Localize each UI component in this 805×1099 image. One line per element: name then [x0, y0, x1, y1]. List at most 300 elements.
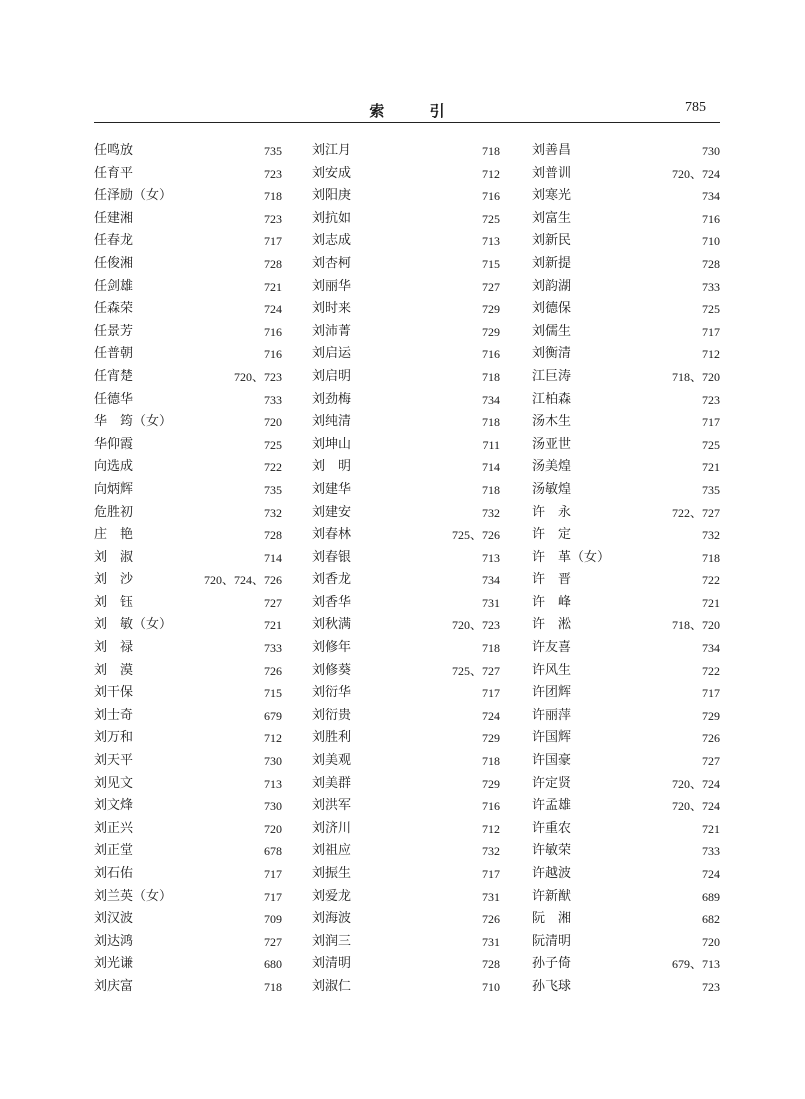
entry-name: 刘新民	[532, 233, 572, 249]
entry-pages: 709	[264, 912, 282, 927]
index-entry	[532, 479, 720, 502]
index-entry	[312, 705, 500, 728]
entry-name: 刘普训	[532, 165, 572, 181]
entry-name: 刘修年	[312, 640, 352, 656]
entry-pages: 710	[702, 234, 720, 249]
index-entry	[312, 456, 500, 479]
index-entry	[94, 976, 282, 999]
entry-name: 许风生	[532, 662, 572, 678]
entry-name: 刘胜利	[312, 730, 352, 746]
index-entry	[532, 253, 720, 276]
index-entry	[312, 389, 500, 412]
index-entry	[312, 773, 500, 796]
entry-name: 刘淑仁	[312, 978, 352, 994]
entry-pages: 718	[482, 641, 500, 656]
entry-name: 刘沛菁	[312, 323, 352, 339]
entry-name: 华 筠（女）	[94, 414, 173, 430]
entry-pages: 722	[702, 663, 720, 678]
index-entry	[312, 863, 500, 886]
entry-name: 孙子倚	[532, 956, 572, 972]
entry-name: 许 峰	[532, 594, 572, 610]
entry-pages: 717	[702, 415, 720, 430]
entry-name: 刘丽华	[312, 278, 352, 294]
index-entry	[532, 908, 720, 931]
entry-pages: 718	[482, 754, 500, 769]
index-entry	[94, 366, 282, 389]
entry-pages: 722	[702, 573, 720, 588]
entry-name: 许 革（女）	[532, 549, 611, 565]
entry-name: 刘纯清	[312, 414, 352, 430]
entry-name: 江柏森	[532, 391, 572, 407]
index-entry	[312, 524, 500, 547]
index-entry	[532, 276, 720, 299]
index-entry	[94, 614, 282, 637]
entry-pages: 733	[264, 392, 282, 407]
entry-pages: 718	[702, 550, 720, 565]
entry-pages: 725	[702, 437, 720, 452]
entry-name: 危胜初	[94, 504, 134, 520]
entry-pages: 726	[264, 663, 282, 678]
entry-pages: 728	[482, 957, 500, 972]
index-entry	[94, 863, 282, 886]
entry-pages: 680	[264, 957, 282, 972]
entry-name: 汤木生	[532, 414, 572, 430]
index-entry	[312, 298, 500, 321]
entry-pages: 724	[702, 867, 720, 881]
index-column-1	[94, 140, 282, 999]
entry-name: 刘清明	[312, 956, 352, 972]
entry-pages: 720	[264, 821, 282, 836]
entry-pages: 734	[702, 641, 720, 656]
entry-pages: 722	[264, 460, 282, 475]
entry-name: 刘 淑	[94, 549, 134, 565]
entry-name: 许重农	[532, 820, 572, 836]
index-entry	[312, 976, 500, 999]
index-entry	[94, 795, 282, 818]
index-entry	[94, 230, 282, 253]
index-entry	[532, 456, 720, 479]
entry-name: 任宵楚	[94, 368, 134, 384]
entry-pages: 720、723	[451, 618, 500, 633]
index-entry	[312, 840, 500, 863]
index-entry	[532, 773, 720, 796]
index-entry	[94, 840, 282, 863]
index-entry	[532, 343, 720, 366]
entry-name: 刘儒生	[532, 323, 572, 339]
index-entry	[532, 637, 720, 660]
header-rule	[94, 122, 720, 123]
entry-pages: 734	[482, 392, 500, 407]
index-entry	[532, 750, 720, 773]
index-entry	[532, 298, 720, 321]
index-entry	[532, 976, 720, 999]
entry-pages: 717	[482, 686, 500, 701]
index-entry	[532, 705, 720, 728]
entry-name: 刘 漠	[94, 662, 134, 678]
index-column-3	[532, 140, 720, 999]
entry-name: 刘美观	[312, 753, 352, 769]
index-entry	[94, 637, 282, 660]
entry-pages: 682	[702, 912, 720, 927]
entry-pages: 732	[482, 844, 500, 859]
index-entry	[312, 547, 500, 570]
entry-name: 华仰霞	[94, 436, 134, 452]
index-entry	[532, 886, 720, 909]
index-entry	[312, 411, 500, 434]
index-entry	[312, 253, 500, 276]
index-entry	[312, 434, 500, 457]
entry-pages: 732	[482, 505, 500, 520]
entry-name: 刘阳庚	[312, 188, 352, 204]
entry-name: 刘正兴	[94, 820, 134, 836]
index-entry	[532, 366, 720, 389]
entry-pages: 729	[482, 302, 500, 317]
entry-pages: 720、724	[671, 799, 720, 814]
entry-name: 刘万和	[94, 730, 134, 746]
entry-pages: 679	[264, 708, 282, 723]
index-entry	[532, 727, 720, 750]
entry-name: 刘海波	[312, 911, 352, 927]
index-entry	[94, 185, 282, 208]
index-entry	[532, 140, 720, 163]
index-entry	[312, 366, 500, 389]
entry-name: 江巨涛	[532, 368, 572, 384]
index-entry	[532, 840, 720, 863]
index-entry	[94, 479, 282, 502]
index-entry	[532, 389, 720, 412]
index-entry	[312, 140, 500, 163]
index-entry	[312, 208, 500, 231]
index-entry	[94, 253, 282, 276]
page-title: 索 引	[369, 102, 465, 120]
entry-pages: 718	[482, 482, 500, 497]
entry-name: 任春龙	[94, 233, 134, 249]
entry-pages: 720、723	[233, 369, 282, 384]
entry-name: 刘振生	[312, 866, 352, 881]
index-entry	[94, 163, 282, 186]
entry-pages: 726	[702, 731, 720, 746]
index-entry	[532, 660, 720, 683]
entry-name: 刘衍贵	[312, 707, 352, 723]
entry-name: 许孟雄	[532, 798, 572, 814]
entry-pages: 713	[264, 776, 282, 791]
entry-pages: 730	[264, 799, 282, 814]
entry-pages: 725	[264, 437, 282, 452]
entry-name: 任景芳	[94, 323, 134, 339]
entry-pages: 716	[482, 799, 500, 814]
index-entry	[312, 163, 500, 186]
entry-name: 刘 钰	[94, 594, 134, 610]
entry-name: 刘劲梅	[312, 391, 352, 407]
entry-pages: 723	[264, 166, 282, 181]
entry-name: 刘祖应	[312, 843, 352, 859]
index-entry	[94, 886, 282, 909]
entry-name: 刘德保	[532, 301, 572, 317]
index-entry	[312, 569, 500, 592]
entry-name: 刘香龙	[312, 572, 352, 588]
entry-pages: 723	[264, 211, 282, 226]
entry-name: 许 永	[532, 504, 572, 520]
index-entry	[94, 727, 282, 750]
entry-name: 刘时来	[312, 301, 352, 317]
entry-name: 刘志成	[312, 233, 352, 249]
page-number: 785	[685, 100, 706, 115]
entry-name: 汤敏煌	[532, 481, 572, 497]
entry-name: 刘 禄	[94, 640, 134, 656]
index-entry	[532, 524, 720, 547]
entry-pages: 734	[702, 189, 720, 204]
entry-name: 刘建安	[312, 504, 352, 520]
index-entry	[94, 298, 282, 321]
index-entry	[94, 547, 282, 570]
entry-pages: 733	[702, 279, 720, 294]
entry-pages: 729	[482, 731, 500, 746]
index-entry	[94, 908, 282, 931]
index-entry	[312, 185, 500, 208]
entry-pages: 712	[264, 731, 282, 746]
entry-pages: 729	[482, 776, 500, 791]
entry-pages: 712	[482, 821, 500, 836]
entry-pages: 721	[264, 618, 282, 633]
entry-pages: 714	[482, 460, 500, 475]
index-entry	[532, 863, 720, 886]
index-entry	[94, 389, 282, 412]
entry-pages: 713	[482, 234, 500, 249]
entry-pages: 723	[702, 392, 720, 407]
entry-pages: 678	[264, 844, 282, 859]
index-entry	[532, 411, 720, 434]
index-entry	[94, 434, 282, 457]
index-entry	[532, 931, 720, 954]
entry-name: 刘爱龙	[312, 888, 352, 904]
entry-name: 刘春银	[312, 549, 352, 565]
index-entry	[94, 343, 282, 366]
entry-pages: 731	[482, 595, 500, 610]
index-entry	[312, 682, 500, 705]
entry-name: 许 晋	[532, 572, 572, 588]
entry-name: 刘正堂	[94, 843, 134, 859]
entry-pages: 726	[482, 912, 500, 927]
entry-pages: 713	[482, 550, 500, 565]
entry-name: 任剑雄	[94, 278, 134, 294]
index-entry	[94, 140, 282, 163]
entry-name: 许国辉	[532, 730, 572, 746]
entry-pages: 728	[702, 256, 720, 271]
index-entry	[532, 185, 720, 208]
entry-pages: 729	[482, 324, 500, 339]
entry-name: 任德华	[94, 391, 134, 407]
index-entry	[94, 411, 282, 434]
entry-name: 刘香华	[312, 594, 352, 610]
index-entry	[312, 614, 500, 637]
entry-name: 刘安成	[312, 165, 352, 181]
index-entry	[312, 931, 500, 954]
entry-name: 刘衡清	[532, 346, 572, 362]
entry-name: 刘富生	[532, 210, 572, 226]
entry-pages: 727	[264, 934, 282, 949]
index-entry	[94, 321, 282, 344]
index-entry	[94, 750, 282, 773]
entry-name: 许 定	[532, 527, 572, 543]
index-entry	[532, 953, 720, 976]
index-entry	[532, 818, 720, 841]
index-entry	[312, 321, 500, 344]
entry-name: 刘干保	[94, 685, 134, 701]
entry-name: 庄 艳	[94, 527, 134, 543]
entry-pages: 720	[264, 415, 282, 430]
entry-pages: 733	[264, 641, 282, 656]
entry-pages: 718、720	[671, 618, 720, 633]
entry-pages: 727	[482, 279, 500, 294]
index-entry	[532, 569, 720, 592]
entry-name: 任俊湘	[94, 255, 134, 271]
entry-name: 许越波	[532, 866, 572, 881]
entry-pages: 728	[264, 256, 282, 271]
entry-pages: 717	[702, 324, 720, 339]
entry-pages: 716	[702, 211, 720, 226]
index-entry	[94, 592, 282, 615]
entry-pages: 734	[482, 573, 500, 588]
entry-pages: 716	[264, 324, 282, 339]
entry-pages: 728	[264, 528, 282, 543]
entry-pages: 717	[702, 686, 720, 701]
index-entry	[532, 682, 720, 705]
entry-name: 刘 敏（女）	[94, 617, 173, 633]
entry-name: 刘新提	[532, 255, 572, 271]
entry-pages: 716	[264, 347, 282, 362]
entry-name: 刘士奇	[94, 707, 134, 723]
index-entry	[94, 208, 282, 231]
entry-name: 汤美煌	[532, 459, 572, 475]
entry-pages: 721	[702, 460, 720, 475]
index-entry	[532, 230, 720, 253]
index-entry	[532, 163, 720, 186]
entry-pages: 712	[482, 166, 500, 181]
entry-name: 许团辉	[532, 685, 572, 701]
entry-name: 任泽励（女）	[94, 188, 173, 204]
entry-pages: 720、724	[671, 776, 720, 791]
entry-name: 刘春林	[312, 527, 352, 543]
index-entry	[312, 502, 500, 525]
entry-name: 刘润三	[312, 933, 352, 949]
index-entry	[532, 321, 720, 344]
entry-name: 孙飞球	[532, 978, 572, 994]
entry-pages: 710	[482, 979, 500, 994]
entry-name: 许国豪	[532, 753, 572, 769]
entry-pages: 729	[702, 708, 720, 723]
entry-pages: 721	[702, 821, 720, 836]
index-entry	[532, 795, 720, 818]
index-entry	[94, 660, 282, 683]
index-entry	[312, 479, 500, 502]
entry-name: 刘启明	[312, 368, 352, 384]
entry-name: 刘抗如	[312, 210, 352, 226]
entry-pages: 716	[482, 347, 500, 362]
index-entry	[312, 276, 500, 299]
entry-name: 刘衍华	[312, 685, 352, 701]
index-entry	[532, 614, 720, 637]
entry-pages: 718	[482, 415, 500, 430]
entry-pages: 735	[264, 144, 282, 158]
page-header	[94, 96, 720, 126]
entry-pages: 720	[702, 934, 720, 949]
entry-name: 阮 湘	[532, 911, 572, 927]
entry-pages: 735	[702, 482, 720, 497]
entry-pages: 731	[482, 934, 500, 949]
entry-pages: 724	[264, 302, 282, 317]
index-entry	[312, 592, 500, 615]
entry-name: 许丽萍	[532, 707, 572, 723]
index-entry	[532, 208, 720, 231]
entry-name: 刘石佑	[94, 866, 134, 881]
index-entry	[94, 569, 282, 592]
index-entry	[312, 953, 500, 976]
entry-name: 刘修葵	[312, 662, 352, 678]
entry-name: 阮清明	[532, 933, 572, 949]
entry-name: 刘庆富	[94, 978, 134, 994]
entry-pages: 721	[702, 595, 720, 610]
index-entry	[312, 818, 500, 841]
entry-name: 刘汉波	[94, 911, 134, 927]
entry-pages: 717	[264, 867, 282, 881]
entry-name: 刘 明	[312, 459, 352, 475]
entry-name: 许敏荣	[532, 843, 572, 859]
entry-pages: 718	[482, 144, 500, 158]
entry-pages: 731	[482, 889, 500, 904]
entry-pages: 718、720	[671, 369, 720, 384]
entry-pages: 725	[482, 211, 500, 226]
entry-pages: 714	[264, 550, 282, 565]
entry-pages: 725、727	[451, 663, 500, 678]
index-entry	[94, 682, 282, 705]
entry-pages: 724	[482, 708, 500, 723]
index-entry	[94, 456, 282, 479]
index-entry	[94, 276, 282, 299]
index-entry	[312, 750, 500, 773]
entry-name: 任普朝	[94, 346, 134, 362]
entry-pages: 722、727	[671, 505, 720, 520]
entry-name: 任森荣	[94, 301, 134, 317]
index-entry	[94, 502, 282, 525]
entry-pages: 715	[264, 686, 282, 701]
entry-name: 刘达鸿	[94, 933, 134, 949]
entry-pages: 725	[702, 302, 720, 317]
entry-pages: 727	[264, 595, 282, 610]
entry-name: 刘韵湖	[532, 278, 572, 294]
entry-name: 刘天平	[94, 753, 134, 769]
entry-name: 许定贤	[532, 775, 572, 791]
index-entry	[532, 547, 720, 570]
entry-name: 向选成	[94, 459, 134, 475]
entry-name: 刘启运	[312, 346, 352, 362]
entry-name: 汤亚世	[532, 436, 572, 452]
index-entry	[312, 908, 500, 931]
entry-name: 刘善昌	[532, 143, 572, 158]
entry-name: 刘坤山	[312, 436, 352, 452]
entry-name: 刘光谦	[94, 956, 134, 972]
entry-name: 许 淞	[532, 617, 572, 633]
entry-pages: 720、724、726	[203, 573, 282, 588]
entry-name: 许友喜	[532, 640, 572, 656]
entry-pages: 732	[702, 528, 720, 543]
entry-name: 刘江月	[312, 143, 352, 158]
index-entry	[312, 886, 500, 909]
entry-pages: 725、726	[451, 528, 500, 543]
entry-name: 任育平	[94, 165, 134, 181]
entry-pages: 723	[702, 979, 720, 994]
entry-name: 任鸣放	[94, 143, 134, 158]
entry-pages: 735	[264, 482, 282, 497]
